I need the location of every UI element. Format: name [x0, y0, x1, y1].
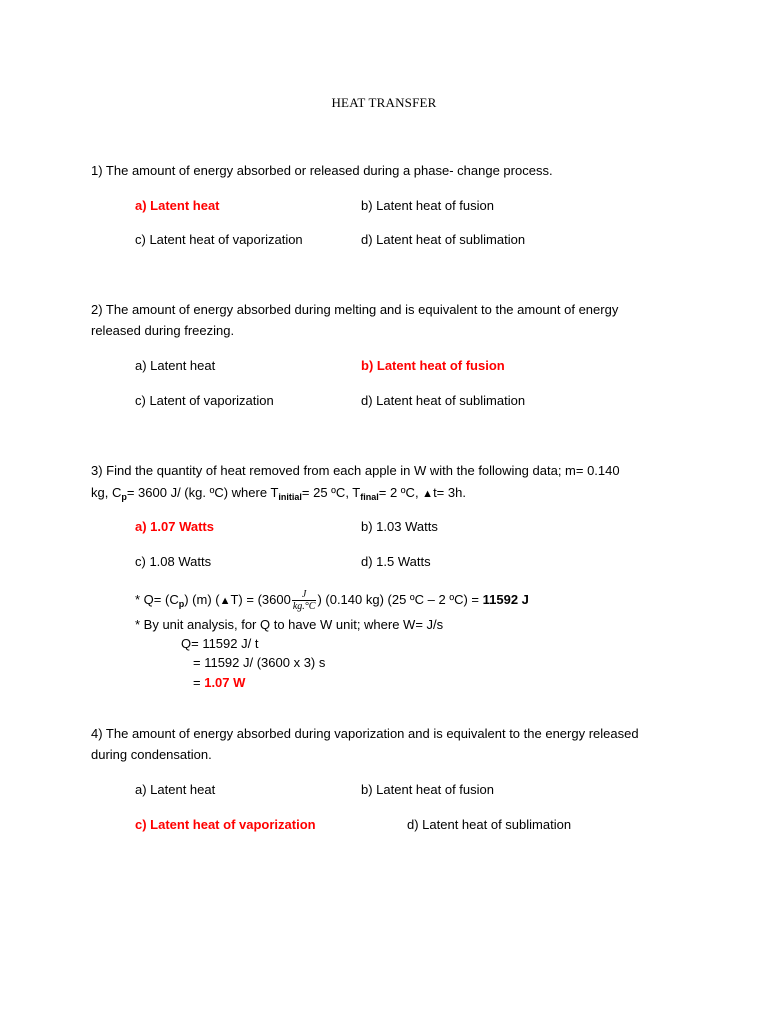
- question-3-option-c: c) 1.08 Watts: [135, 554, 212, 569]
- question-4-text-line-1: 4) The amount of energy absorbed during vaporization and is equivalent to the energy released: [91, 726, 639, 741]
- question-1-option-b: b) Latent heat of fusion: [361, 198, 494, 213]
- question-2-option-c: c) Latent of vaporization: [135, 393, 274, 408]
- question-2-text-line-2: released during freezing.: [91, 323, 235, 338]
- question-2-option-a: a) Latent heat: [135, 358, 216, 373]
- unit-fraction: $\frac{J}{kg.^\circ C}$: [292, 588, 316, 612]
- solution-final-answer: 1.07 W: [204, 675, 246, 690]
- solution-step-2: = 11592 J/ (3600 x 3) s: [193, 655, 326, 670]
- question-1-option-d: d) Latent heat of sublimation: [361, 232, 526, 247]
- solution-result-joules: 11592 J: [482, 592, 529, 607]
- question-4-text-line-2: during condensation.: [91, 747, 212, 762]
- solution-step-3: = 1.07 W: [193, 675, 246, 690]
- delta-triangle-icon: ▲: [219, 595, 231, 607]
- question-3-text-line-1: 3) Find the quantity of heat removed from each apple in W with the following data; m= 0.140: [91, 463, 620, 478]
- question-3-text-line-2: kg, $C_p= 3600$ J/ (kg. ºC) where $T_{initial}= 25$ ºC, $T_{final}= 2$ ºC, ▲t= 3h.: [91, 485, 466, 502]
- question-1-text: 1) The amount of energy absorbed or released during a phase- change process.: [91, 163, 553, 178]
- question-2-option-b: b) Latent heat of fusion: [361, 358, 505, 373]
- question-1-option-a: a) Latent heat: [135, 198, 220, 213]
- solution-equation: * $Q= (C_p)$ (m) (▲T) = (3600 $\frac{J}{kg.^\circ C}$ ) (0.140 kg) (25 ºC – 2 ºC) = 11592 J: [135, 588, 529, 612]
- question-4-option-b: b) Latent heat of fusion: [361, 782, 494, 797]
- question-3-option-d: d) 1.5 Watts: [361, 554, 431, 569]
- question-3-option-b: b) 1.03 Watts: [361, 519, 438, 534]
- solution-step-1: Q= 11592 J/ t: [181, 636, 259, 651]
- question-2-option-d: d) Latent heat of sublimation: [361, 393, 526, 408]
- page-title: HEAT TRANSFER: [331, 95, 437, 110]
- question-4-option-c: c) Latent heat of vaporization: [135, 817, 316, 832]
- question-2-text-line-1: 2) The amount of energy absorbed during melting and is equivalent to the amount of energy: [91, 302, 619, 317]
- question-4-option-a: a) Latent heat: [135, 782, 216, 797]
- solution-unit-analysis: * By unit analysis, for Q to have W unit; where W= J/s: [135, 617, 444, 632]
- question-3-option-a: a) 1.07 Watts: [135, 519, 214, 534]
- question-4-option-d: d) Latent heat of sublimation: [407, 817, 572, 832]
- question-1-option-c: c) Latent heat of vaporization: [135, 232, 303, 247]
- delta-triangle-icon: ▲: [422, 488, 434, 500]
